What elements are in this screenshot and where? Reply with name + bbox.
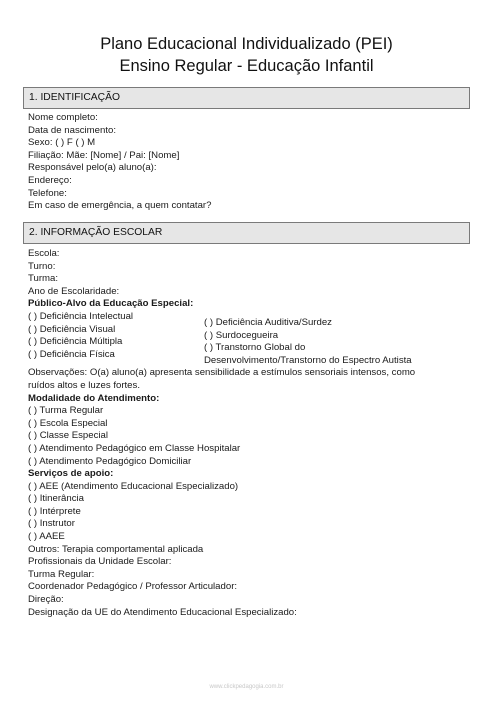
option-deficiencia-visual: ( ) Deficiência Visual — [28, 323, 116, 335]
field-profissionais: Profissionais da Unidade Escolar: — [28, 556, 172, 568]
option-turma-regular: ( ) Turma Regular — [28, 405, 104, 417]
field-sexo: Sexo: ( ) F ( ) M — [28, 137, 96, 149]
field-emergencia: Em caso de emergência, a quem contatar? — [28, 200, 212, 212]
field-responsavel: Responsável pelo(a) aluno(a): — [28, 162, 157, 174]
option-surdocegueira: ( ) Surdocegueira — [204, 329, 279, 341]
publico-alvo-right-column — [204, 317, 412, 367]
option-transtorno-global: ( ) Transtorno Global do — [204, 342, 306, 354]
field-filiacao: Filiação: Mãe: [Nome] / Pai: [Nome] — [28, 149, 180, 161]
option-interprete: ( ) Intérprete — [28, 505, 81, 517]
option-deficiencia-auditiva: ( ) Deficiência Auditiva/Surdez — [204, 316, 332, 328]
field-turno: Turno: — [28, 260, 56, 272]
field-turma: Turma: — [28, 273, 59, 285]
option-classe-hospitalar: ( ) Atendimento Pedagógico em Classe Hospitalar — [28, 442, 241, 454]
field-ano-escolaridade: Ano de Escolaridade: — [28, 285, 120, 297]
modalidade-label: Modalidade do Atendimento: — [28, 392, 160, 404]
publico-alvo-label: Público-Alvo da Educação Especial: — [28, 298, 194, 310]
field-turma-regular: Turma Regular: — [28, 568, 95, 580]
field-escola: Escola: — [28, 248, 60, 259]
option-instrutor: ( ) Instrutor — [28, 518, 75, 530]
field-outros: Outros: Terapia comportamental aplicada — [28, 543, 204, 555]
field-endereco: Endereço: — [28, 174, 72, 186]
option-escola-especial: ( ) Escola Especial — [28, 417, 108, 429]
option-itinerancia: ( ) Itinerância — [28, 493, 84, 505]
document-subtitle: Ensino Regular - Educação Infantil — [119, 57, 374, 75]
option-transtorno-global-cont: Desenvolvimento/Transtorno do Espectro Autista — [204, 354, 412, 366]
option-deficiencia-multipla: ( ) Deficiência Múltipla — [28, 336, 123, 348]
option-classe-especial: ( ) Classe Especial — [28, 430, 108, 442]
publico-alvo-left-column — [28, 311, 133, 361]
field-telefone: Telefone: — [28, 187, 67, 199]
section-informacao-escolar-header: 2. INFORMAÇÃO ESCOLAR — [23, 222, 470, 244]
section-identificacao-header: 1. IDENTIFICAÇÃO — [23, 87, 470, 109]
document-title: Plano Educacional Individualizado (PEI) — [100, 35, 393, 53]
section-identificacao-body — [28, 112, 468, 213]
field-coordenador: Coordenador Pedagógico / Professor Articulador: — [28, 581, 238, 593]
field-data-nascimento: Data de nascimento: — [28, 124, 116, 136]
option-aaee: ( ) AAEE — [28, 531, 65, 543]
option-deficiencia-fisica: ( ) Deficiência Física — [28, 348, 115, 360]
field-nome: Nome completo: — [28, 112, 98, 123]
field-observacoes: Observações: O(a) aluno(a) apresenta sensibilidade a estímulos sensoriais intensos, como ruídos altos e luzes fortes. — [28, 367, 416, 391]
option-aee: ( ) AEE (Atendimento Educacional Especializado) — [28, 480, 239, 492]
footer-watermark: www.clickpedagogia.com.br — [209, 684, 284, 690]
field-designacao-ue: Designação da UE do Atendimento Educacional Especializado: — [28, 606, 297, 618]
option-deficiencia-intelectual: ( ) Deficiência Intelectual — [28, 310, 134, 322]
option-domiciliar: ( ) Atendimento Pedagógico Domiciliar — [28, 455, 192, 467]
servicos-label: Serviços de apoio: — [28, 468, 114, 480]
field-direcao: Direção: — [28, 594, 64, 606]
publico-alvo-options — [28, 310, 468, 366]
section-informacao-escolar-body — [28, 248, 468, 619]
